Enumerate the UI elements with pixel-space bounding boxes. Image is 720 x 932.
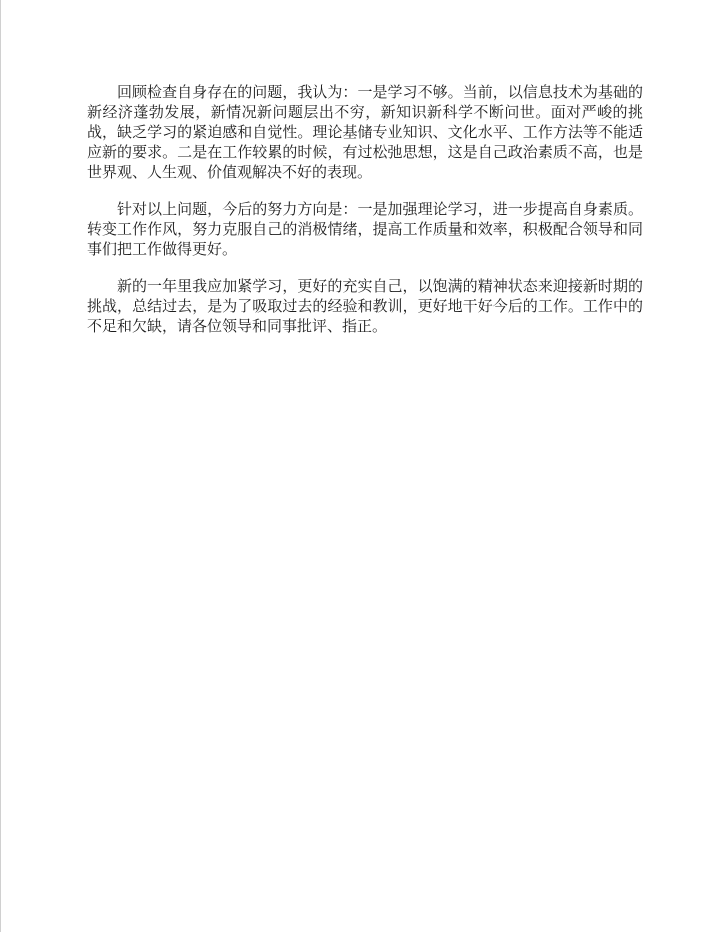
- paragraph-self-review: 回顾检查自身存在的问题，我认为：一是学习不够。当前，以信息技术为基础的新经济蓬勃发展，新情况新问题层出不穷，新知识新科学不断问世。面对严峻的挑战，缺乏学习的紧迫感和自觉性。理论基储专业知识、文化水平、工作方法等不能适应新的要求。二是在工作较累的时候，有过松弛思想，这是自己政治素质不高，也是世界观、人生观、价值观解决不好的表现。: [87, 83, 643, 181]
- paragraph-new-year-goals: 新的一年里我应加紧学习，更好的充实自己，以饱满的精神状态来迎接新时期的挑战，总结过去，是为了吸取过去的经验和教训，更好地干好今后的工作。工作中的不足和欠缺，请各位领导和同事批评、指正。: [87, 277, 643, 335]
- paragraph-improvement-plan: 针对以上问题，今后的努力方向是：一是加强理论学习，进一步提高自身素质。转变工作作风，努力克服自己的消极情绪，提高工作质量和效率，积极配合领导和同事们把工作做得更好。: [87, 200, 643, 258]
- document-body: [87, 82, 643, 353]
